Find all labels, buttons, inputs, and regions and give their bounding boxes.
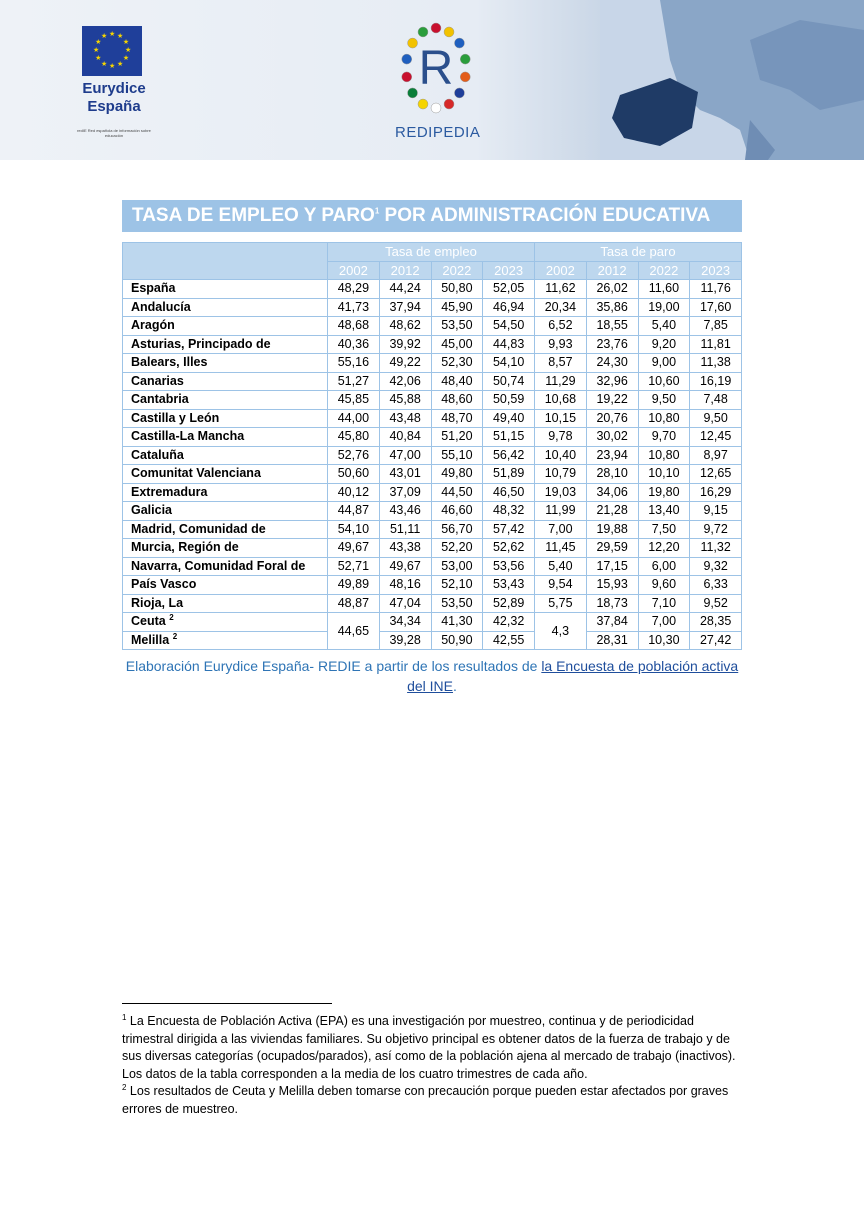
table-row — [123, 594, 742, 613]
eurydice-line1: Eurydice — [82, 80, 146, 97]
value-cell: 7,00 — [638, 613, 690, 632]
value-cell: 46,60 — [431, 502, 483, 521]
table-group-header-row — [123, 243, 742, 262]
value-cell: 9,32 — [690, 557, 742, 576]
table-row — [123, 539, 742, 558]
redipedia-letter: R — [418, 42, 454, 95]
value-cell: 52,20 — [431, 539, 483, 558]
value-cell: 54,10 — [328, 520, 380, 539]
value-cell: 53,43 — [483, 576, 535, 595]
year-header: 2002 — [535, 261, 587, 280]
value-cell: 21,28 — [586, 502, 638, 521]
region-cell: Aragón — [123, 317, 328, 336]
value-cell: 10,80 — [638, 409, 690, 428]
value-cell: 5,40 — [638, 317, 690, 336]
flag-dot-icon — [444, 27, 454, 37]
value-cell: 34,06 — [586, 483, 638, 502]
value-cell: 50,60 — [328, 465, 380, 484]
value-cell: 45,90 — [431, 298, 483, 317]
region-cell: Castilla-La Mancha — [123, 428, 328, 447]
footnotes — [122, 1013, 742, 1118]
table-row — [123, 483, 742, 502]
value-cell: 10,15 — [535, 409, 587, 428]
flag-dot-icon — [418, 27, 428, 37]
value-cell: 8,97 — [690, 446, 742, 465]
value-cell: 9,50 — [638, 391, 690, 410]
year-header: 2023 — [690, 261, 742, 280]
region-cell: Castilla y León — [123, 409, 328, 428]
value-cell: 10,30 — [638, 631, 690, 650]
value-cell: 23,94 — [586, 446, 638, 465]
value-cell: 7,50 — [638, 520, 690, 539]
value-cell: 48,87 — [328, 594, 380, 613]
value-cell: 10,10 — [638, 465, 690, 484]
value-cell: 41,73 — [328, 298, 380, 317]
value-cell: 51,27 — [328, 372, 380, 391]
value-cell: 24,30 — [586, 354, 638, 373]
value-cell: 53,50 — [431, 594, 483, 613]
value-cell: 11,60 — [638, 280, 690, 299]
europe-map-icon — [600, 0, 864, 160]
value-cell: 19,80 — [638, 483, 690, 502]
region-cell: Asturias, Principado de — [123, 335, 328, 354]
value-cell: 52,05 — [483, 280, 535, 299]
value-cell: 9,54 — [535, 576, 587, 595]
table-body — [123, 280, 742, 650]
value-cell: 43,46 — [379, 502, 431, 521]
value-cell: 45,80 — [328, 428, 380, 447]
value-cell: 16,19 — [690, 372, 742, 391]
footnote-2-mark: 2 — [122, 1082, 127, 1092]
value-cell: 52,62 — [483, 539, 535, 558]
value-cell: 9,00 — [638, 354, 690, 373]
flag-dot-icon — [402, 54, 412, 64]
table-row — [123, 446, 742, 465]
region-cell: Cataluña — [123, 446, 328, 465]
year-header: 2002 — [328, 261, 380, 280]
table-row — [123, 557, 742, 576]
flag-dot-icon — [454, 88, 464, 98]
value-cell: 9,78 — [535, 428, 587, 447]
value-cell: 8,57 — [535, 354, 587, 373]
value-cell: 6,33 — [690, 576, 742, 595]
value-cell: 9,50 — [690, 409, 742, 428]
value-cell: 40,84 — [379, 428, 431, 447]
value-cell: 53,56 — [483, 557, 535, 576]
flag-dot-icon — [418, 99, 428, 109]
flag-dot-icon — [408, 88, 418, 98]
value-cell: 54,50 — [483, 317, 535, 336]
region-cell: Murcia, Región de — [123, 539, 328, 558]
table-title: TASA DE EMPLEO Y PARO$^1$ POR ADMINISTRACIÓN EDUCATIVA — [132, 205, 711, 226]
value-cell: 43,48 — [379, 409, 431, 428]
value-cell: 51,15 — [483, 428, 535, 447]
value-cell: 11,76 — [690, 280, 742, 299]
value-cell: 9,60 — [638, 576, 690, 595]
value-cell: 50,74 — [483, 372, 535, 391]
value-cell: 52,71 — [328, 557, 380, 576]
table-row — [123, 428, 742, 447]
value-cell: 48,68 — [328, 317, 380, 336]
region-cell: Canarias — [123, 372, 328, 391]
flag-dot-icon — [454, 38, 464, 48]
value-cell: 49,89 — [328, 576, 380, 595]
table-row — [123, 317, 742, 336]
value-cell: 53,50 — [431, 317, 483, 336]
region-cell: Ceuta $^2$ — [123, 613, 328, 632]
year-header: 2012 — [586, 261, 638, 280]
value-cell: 52,89 — [483, 594, 535, 613]
value-cell: 51,89 — [483, 465, 535, 484]
employment-table — [122, 242, 742, 650]
footnote-2: $^2$ Los resultados de Ceuta y Melilla deben tomarse con precaución porque pueden estar afectados por graves errores de muestreo. — [122, 1082, 729, 1116]
table-row-ceuta — [123, 613, 742, 632]
table-row — [123, 372, 742, 391]
eurydice-subtitle: redIE Red española de información sobre educación — [77, 128, 151, 138]
table-row — [123, 280, 742, 299]
value-cell: 45,85 — [328, 391, 380, 410]
value-cell: 11,38 — [690, 354, 742, 373]
value-cell: 56,70 — [431, 520, 483, 539]
table-row — [123, 409, 742, 428]
value-cell: 48,16 — [379, 576, 431, 595]
region-cell: Melilla $^2$ — [123, 631, 328, 650]
value-cell: 53,00 — [431, 557, 483, 576]
year-header: 2022 — [638, 261, 690, 280]
year-header: 2023 — [483, 261, 535, 280]
value-cell: 42,55 — [483, 631, 535, 650]
table-row-melilla — [123, 631, 742, 650]
value-cell: 37,84 — [586, 613, 638, 632]
eurydice-logo-text — [82, 80, 146, 116]
value-cell: 11,62 — [535, 280, 587, 299]
region-cell: Galicia — [123, 502, 328, 521]
value-cell: 9,93 — [535, 335, 587, 354]
value-cell: 10,79 — [535, 465, 587, 484]
value-cell: 44,87 — [328, 502, 380, 521]
flag-dot-icon — [460, 72, 470, 82]
eu-flag-logo: ★ ★ ★ ★ ★ ★ ★ ★ ★ ★ ★ ★ — [82, 26, 142, 76]
value-cell: 9,52 — [690, 594, 742, 613]
value-cell: 40,36 — [328, 335, 380, 354]
value-cell: 17,15 — [586, 557, 638, 576]
table-title-bar — [122, 200, 742, 232]
value-cell: 55,10 — [431, 446, 483, 465]
region-cell: Andalucía — [123, 298, 328, 317]
value-cell: 13,40 — [638, 502, 690, 521]
region-cell: España — [123, 280, 328, 299]
value-cell: 47,00 — [379, 446, 431, 465]
value-cell: 11,45 — [535, 539, 587, 558]
year-header: 2022 — [431, 261, 483, 280]
value-cell: 51,11 — [379, 520, 431, 539]
value-cell: 32,96 — [586, 372, 638, 391]
value-cell: 11,32 — [690, 539, 742, 558]
redipedia-name: REDIPEDIA — [395, 124, 481, 141]
value-cell: 23,76 — [586, 335, 638, 354]
value-cell: 10,68 — [535, 391, 587, 410]
value-cell: 50,59 — [483, 391, 535, 410]
merged-employment-2002: 44,65 — [328, 613, 380, 650]
value-cell: 50,80 — [431, 280, 483, 299]
ine-epa-link[interactable]: la Encuesta de población activa del INE — [407, 658, 739, 694]
table-row — [123, 465, 742, 484]
region-cell: País Vasco — [123, 576, 328, 595]
value-cell: 34,34 — [379, 613, 431, 632]
value-cell: 51,20 — [431, 428, 483, 447]
value-cell: 44,00 — [328, 409, 380, 428]
value-cell: 48,32 — [483, 502, 535, 521]
table-row — [123, 391, 742, 410]
value-cell: 19,03 — [535, 483, 587, 502]
value-cell: 49,22 — [379, 354, 431, 373]
value-cell: 48,70 — [431, 409, 483, 428]
footnote-1-mark: 1 — [122, 1012, 127, 1022]
region-cell: Madrid, Comunidad de — [123, 520, 328, 539]
value-cell: 6,00 — [638, 557, 690, 576]
value-cell: 48,29 — [328, 280, 380, 299]
flag-dot-icon — [460, 54, 470, 64]
region-cell: Balears, Illes — [123, 354, 328, 373]
value-cell: 7,48 — [690, 391, 742, 410]
redipedia-logo-icon — [400, 22, 472, 118]
value-cell: 10,80 — [638, 446, 690, 465]
value-cell: 26,02 — [586, 280, 638, 299]
value-cell: 49,40 — [483, 409, 535, 428]
value-cell: 9,15 — [690, 502, 742, 521]
value-cell: 48,60 — [431, 391, 483, 410]
value-cell: 19,22 — [586, 391, 638, 410]
table-row — [123, 354, 742, 373]
value-cell: 11,81 — [690, 335, 742, 354]
value-cell: 30,02 — [586, 428, 638, 447]
value-cell: 39,28 — [379, 631, 431, 650]
flag-dot-icon — [444, 99, 454, 109]
value-cell: 45,88 — [379, 391, 431, 410]
eurydice-line2: España — [87, 98, 141, 115]
value-cell: 18,73 — [586, 594, 638, 613]
value-cell: 43,38 — [379, 539, 431, 558]
value-cell: 6,52 — [535, 317, 587, 336]
table-row — [123, 298, 742, 317]
merged-unemployment-2002: 4,3 — [535, 613, 587, 650]
value-cell: 44,83 — [483, 335, 535, 354]
value-cell: 42,32 — [483, 613, 535, 632]
value-cell: 11,29 — [535, 372, 587, 391]
value-cell: 52,76 — [328, 446, 380, 465]
value-cell: 40,12 — [328, 483, 380, 502]
year-header: 2012 — [379, 261, 431, 280]
value-cell: 35,86 — [586, 298, 638, 317]
value-cell: 28,35 — [690, 613, 742, 632]
region-cell: Navarra, Comunidad Foral de — [123, 557, 328, 576]
value-cell: 12,45 — [690, 428, 742, 447]
region-cell: Cantabria — [123, 391, 328, 410]
value-cell: 50,90 — [431, 631, 483, 650]
value-cell: 15,93 — [586, 576, 638, 595]
region-cell: Extremadura — [123, 483, 328, 502]
value-cell: 49,67 — [379, 557, 431, 576]
value-cell: 12,20 — [638, 539, 690, 558]
value-cell: 28,31 — [586, 631, 638, 650]
source-caption — [122, 656, 742, 696]
value-cell: 37,09 — [379, 483, 431, 502]
value-cell: 16,29 — [690, 483, 742, 502]
value-cell: 44,24 — [379, 280, 431, 299]
unemployment-group-header: Tasa de paro — [535, 243, 742, 262]
value-cell: 7,85 — [690, 317, 742, 336]
table-row — [123, 520, 742, 539]
employment-group-header: Tasa de empleo — [328, 243, 535, 262]
value-cell: 7,10 — [638, 594, 690, 613]
value-cell: 28,10 — [586, 465, 638, 484]
value-cell: 49,80 — [431, 465, 483, 484]
value-cell: 7,00 — [535, 520, 587, 539]
value-cell: 20,34 — [535, 298, 587, 317]
value-cell: 18,55 — [586, 317, 638, 336]
region-header — [123, 243, 328, 280]
flag-dot-icon — [402, 72, 412, 82]
value-cell: 5,40 — [535, 557, 587, 576]
value-cell: 9,72 — [690, 520, 742, 539]
value-cell: 55,16 — [328, 354, 380, 373]
value-cell: 45,00 — [431, 335, 483, 354]
table-row — [123, 576, 742, 595]
value-cell: 42,06 — [379, 372, 431, 391]
value-cell: 17,60 — [690, 298, 742, 317]
footnote-separator — [122, 1003, 332, 1004]
header-banner — [0, 0, 864, 160]
value-cell: 46,94 — [483, 298, 535, 317]
value-cell: 49,67 — [328, 539, 380, 558]
caption-suffix: . — [453, 678, 457, 694]
value-cell: 12,65 — [690, 465, 742, 484]
value-cell: 57,42 — [483, 520, 535, 539]
value-cell: 37,94 — [379, 298, 431, 317]
value-cell: 47,04 — [379, 594, 431, 613]
value-cell: 52,10 — [431, 576, 483, 595]
value-cell: 48,40 — [431, 372, 483, 391]
region-cell: Comunitat Valenciana — [123, 465, 328, 484]
value-cell: 5,75 — [535, 594, 587, 613]
value-cell: 41,30 — [431, 613, 483, 632]
table-row — [123, 335, 742, 354]
value-cell: 56,42 — [483, 446, 535, 465]
value-cell: 19,00 — [638, 298, 690, 317]
value-cell: 54,10 — [483, 354, 535, 373]
region-cell: Rioja, La — [123, 594, 328, 613]
value-cell: 11,99 — [535, 502, 587, 521]
value-cell: 39,92 — [379, 335, 431, 354]
value-cell: 48,62 — [379, 317, 431, 336]
value-cell: 27,42 — [690, 631, 742, 650]
flag-dot-icon — [408, 38, 418, 48]
value-cell: 29,59 — [586, 539, 638, 558]
value-cell: 43,01 — [379, 465, 431, 484]
value-cell: 19,88 — [586, 520, 638, 539]
value-cell: 10,60 — [638, 372, 690, 391]
value-cell: 52,30 — [431, 354, 483, 373]
table-row — [123, 502, 742, 521]
value-cell: 9,20 — [638, 335, 690, 354]
flag-dot-icon — [431, 23, 441, 33]
caption-prefix: Elaboración Eurydice España- REDIE a partir de los resultados de — [125, 658, 542, 674]
value-cell: 20,76 — [586, 409, 638, 428]
flag-dot-icon — [431, 103, 441, 113]
value-cell: 44,50 — [431, 483, 483, 502]
value-cell: 46,50 — [483, 483, 535, 502]
footnote-1: $^1$ La Encuesta de Población Activa (EPA) es una investigación por muestreo, continua y de periodicidad trimestral dirigida a las viviendas familiares. Su objetivo principal es obtener datos de la fuerza de trabajo y de sus diversas categorías (ocupados/parados), así como de la población ajena al mercado de trabajo (inactivos). Los datos de la tabla corresponden a la media de los cuatro trimestres de cada año. — [122, 1012, 736, 1081]
value-cell: 10,40 — [535, 446, 587, 465]
value-cell: 9,70 — [638, 428, 690, 447]
